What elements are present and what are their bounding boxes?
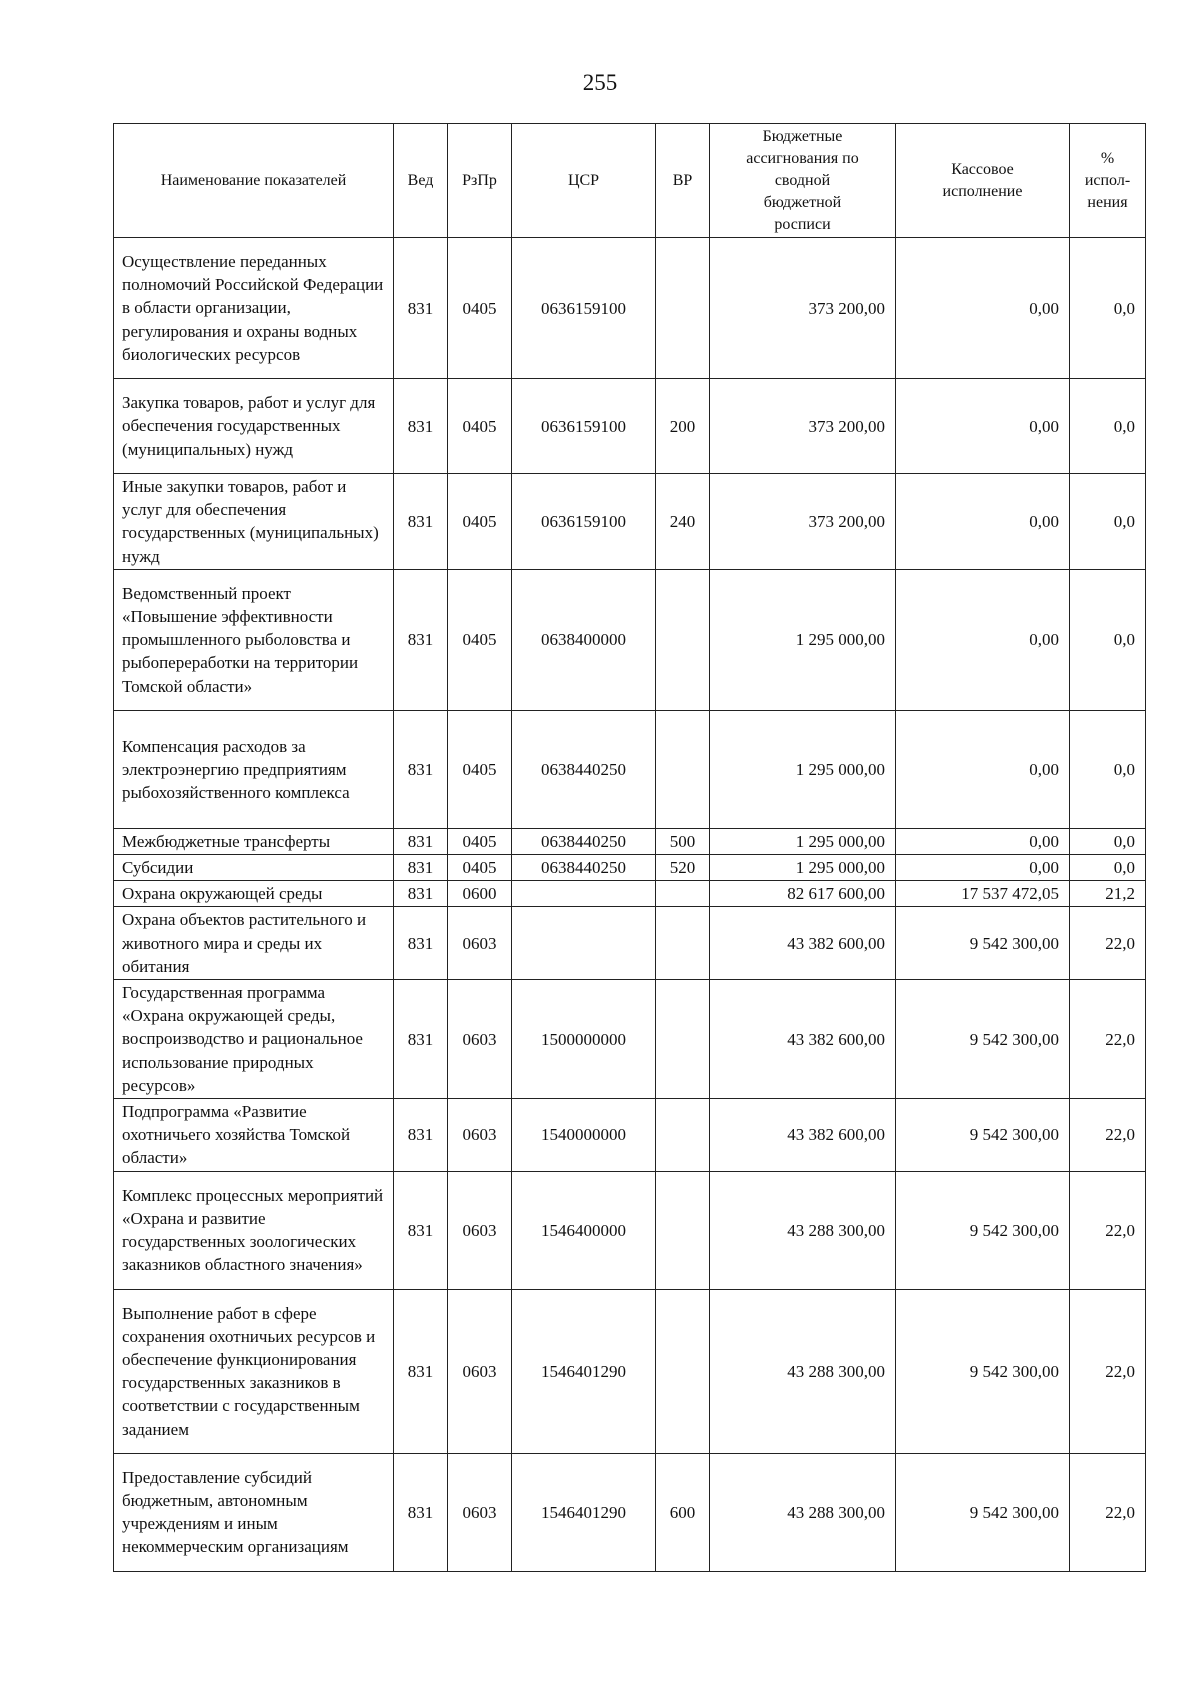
row-percent: 0,0	[1070, 474, 1146, 570]
row-ved: 831	[394, 1453, 448, 1571]
row-csr: 1540000000	[512, 1099, 656, 1172]
row-vr	[656, 907, 710, 980]
row-percent: 0,0	[1070, 828, 1146, 854]
row-ved: 831	[394, 379, 448, 474]
row-rzpr: 0405	[448, 710, 512, 828]
row-vr: 240	[656, 474, 710, 570]
row-rzpr: 0603	[448, 907, 512, 980]
table-row	[114, 881, 1146, 907]
col-header-csr: ЦСР	[512, 124, 656, 238]
row-csr: 1546401290	[512, 1289, 656, 1453]
table-row	[114, 1453, 1146, 1571]
row-vr	[656, 710, 710, 828]
table-row	[114, 855, 1146, 881]
row-cash-execution: 17 537 472,05	[896, 881, 1070, 907]
row-csr: 0638440250	[512, 710, 656, 828]
row-rzpr: 0405	[448, 855, 512, 881]
table-row	[114, 569, 1146, 710]
row-ved: 831	[394, 1289, 448, 1453]
col-header-rzpr: РзПр	[448, 124, 512, 238]
row-cash-execution: 9 542 300,00	[896, 1289, 1070, 1453]
table-row	[114, 907, 1146, 980]
row-csr: 0636159100	[512, 474, 656, 570]
row-csr: 1546401290	[512, 1453, 656, 1571]
row-assignment: 43 288 300,00	[710, 1171, 896, 1289]
row-vr: 520	[656, 855, 710, 881]
row-rzpr: 0603	[448, 1099, 512, 1172]
row-cash-execution: 0,00	[896, 569, 1070, 710]
row-percent: 0,0	[1070, 238, 1146, 379]
row-assignment: 43 382 600,00	[710, 980, 896, 1099]
row-name: Выполнение работ в сфере сохранения охотничьих ресурсов и обеспечение функционирования государственных заказников в соответствии с государственным заданием	[114, 1289, 394, 1453]
row-cash-execution: 9 542 300,00	[896, 1171, 1070, 1289]
row-cash-execution: 9 542 300,00	[896, 1453, 1070, 1571]
row-ved: 831	[394, 980, 448, 1099]
row-vr	[656, 1099, 710, 1172]
row-cash-execution: 0,00	[896, 855, 1070, 881]
row-cash-execution: 9 542 300,00	[896, 907, 1070, 980]
row-assignment: 43 382 600,00	[710, 907, 896, 980]
row-ved: 831	[394, 881, 448, 907]
row-csr: 1546400000	[512, 1171, 656, 1289]
row-name: Предоставление субсидий бюджетным, автономным учреждениям и иным некоммерческим организациям	[114, 1453, 394, 1571]
col-header-cash: Кассовое исполнение	[896, 124, 1070, 238]
row-assignment: 43 288 300,00	[710, 1289, 896, 1453]
row-cash-execution: 0,00	[896, 828, 1070, 854]
row-name: Охрана объектов растительного и животного мира и среды их обитания	[114, 907, 394, 980]
row-percent: 0,0	[1070, 855, 1146, 881]
row-rzpr: 0603	[448, 1453, 512, 1571]
table-row	[114, 1289, 1146, 1453]
row-ved: 831	[394, 1171, 448, 1289]
row-name: Компенсация расходов за электроэнергию предприятиям рыбохозяйственного комплекса	[114, 710, 394, 828]
table-row	[114, 238, 1146, 379]
row-assignment: 373 200,00	[710, 474, 896, 570]
col-header-assignments: Бюджетные ассигнования по сводной бюджетной росписи	[710, 124, 896, 238]
row-name: Комплекс процессных мероприятий «Охрана и развитие государственных зоологических заказников областного значения»	[114, 1171, 394, 1289]
row-name: Ведомственный проект «Повышение эффективности промышленного рыболовства и рыбопереработки на территории Томской области»	[114, 569, 394, 710]
row-csr: 0638440250	[512, 828, 656, 854]
row-cash-execution: 0,00	[896, 474, 1070, 570]
row-rzpr: 0405	[448, 379, 512, 474]
row-vr	[656, 881, 710, 907]
row-rzpr: 0405	[448, 474, 512, 570]
col-header-percent: % испол- нения	[1070, 124, 1146, 238]
row-csr: 0636159100	[512, 238, 656, 379]
row-ved: 831	[394, 828, 448, 854]
row-name: Закупка товаров, работ и услуг для обеспечения государственных (муниципальных) нужд	[114, 379, 394, 474]
row-csr	[512, 881, 656, 907]
table-row	[114, 828, 1146, 854]
row-cash-execution: 0,00	[896, 710, 1070, 828]
col-header-vr: ВР	[656, 124, 710, 238]
col-header-name: Наименование показателей	[114, 124, 394, 238]
table-row	[114, 379, 1146, 474]
row-ved: 831	[394, 907, 448, 980]
row-assignment: 43 288 300,00	[710, 1453, 896, 1571]
row-vr: 600	[656, 1453, 710, 1571]
row-ved: 831	[394, 569, 448, 710]
row-percent: 22,0	[1070, 980, 1146, 1099]
row-percent: 0,0	[1070, 569, 1146, 710]
row-vr	[656, 569, 710, 710]
row-percent: 0,0	[1070, 710, 1146, 828]
row-csr: 0636159100	[512, 379, 656, 474]
table-row	[114, 474, 1146, 570]
row-csr	[512, 907, 656, 980]
row-cash-execution: 9 542 300,00	[896, 1099, 1070, 1172]
row-csr: 0638440250	[512, 855, 656, 881]
table-row	[114, 1171, 1146, 1289]
row-ved: 831	[394, 855, 448, 881]
row-name: Осуществление переданных полномочий Российской Федерации в области организации, регулирования и охраны водных биологических ресурсов	[114, 238, 394, 379]
row-assignment: 1 295 000,00	[710, 569, 896, 710]
row-rzpr: 0603	[448, 980, 512, 1099]
row-rzpr: 0600	[448, 881, 512, 907]
row-vr: 200	[656, 379, 710, 474]
row-vr	[656, 980, 710, 1099]
row-name: Иные закупки товаров, работ и услуг для обеспечения государственных (муниципальных) нужд	[114, 474, 394, 570]
row-rzpr: 0603	[448, 1289, 512, 1453]
row-rzpr: 0603	[448, 1171, 512, 1289]
row-vr	[656, 1171, 710, 1289]
row-name: Подпрограмма «Развитие охотничьего хозяйства Томской области»	[114, 1099, 394, 1172]
row-vr	[656, 238, 710, 379]
row-ved: 831	[394, 474, 448, 570]
header-row	[114, 124, 1146, 238]
row-assignment: 1 295 000,00	[710, 828, 896, 854]
row-percent: 22,0	[1070, 1289, 1146, 1453]
table-row	[114, 1099, 1146, 1172]
row-percent: 0,0	[1070, 379, 1146, 474]
row-name: Охрана окружающей среды	[114, 881, 394, 907]
col-header-ved: Вед	[394, 124, 448, 238]
row-cash-execution: 9 542 300,00	[896, 980, 1070, 1099]
row-csr: 1500000000	[512, 980, 656, 1099]
row-vr	[656, 1289, 710, 1453]
row-name: Субсидии	[114, 855, 394, 881]
table-body	[114, 238, 1146, 1572]
row-assignment: 1 295 000,00	[710, 855, 896, 881]
row-csr: 0638400000	[512, 569, 656, 710]
row-percent: 22,0	[1070, 907, 1146, 980]
row-assignment: 43 382 600,00	[710, 1099, 896, 1172]
row-rzpr: 0405	[448, 238, 512, 379]
table-row	[114, 980, 1146, 1099]
budget-table	[113, 123, 1146, 1572]
row-percent: 21,2	[1070, 881, 1146, 907]
table-row	[114, 710, 1146, 828]
row-percent: 22,0	[1070, 1099, 1146, 1172]
row-ved: 831	[394, 1099, 448, 1172]
row-assignment: 373 200,00	[710, 238, 896, 379]
row-ved: 831	[394, 710, 448, 828]
page-number: 255	[582, 70, 618, 95]
row-rzpr: 0405	[448, 828, 512, 854]
row-rzpr: 0405	[448, 569, 512, 710]
row-assignment: 1 295 000,00	[710, 710, 896, 828]
row-assignment: 82 617 600,00	[710, 881, 896, 907]
row-vr: 500	[656, 828, 710, 854]
row-assignment: 373 200,00	[710, 379, 896, 474]
row-cash-execution: 0,00	[896, 379, 1070, 474]
row-percent: 22,0	[1070, 1453, 1146, 1571]
row-percent: 22,0	[1070, 1171, 1146, 1289]
row-cash-execution: 0,00	[896, 238, 1070, 379]
row-ved: 831	[394, 238, 448, 379]
row-name: Межбюджетные трансферты	[114, 828, 394, 854]
row-name: Государственная программа «Охрана окружающей среды, воспроизводство и рациональное использование природных ресурсов»	[114, 980, 394, 1099]
